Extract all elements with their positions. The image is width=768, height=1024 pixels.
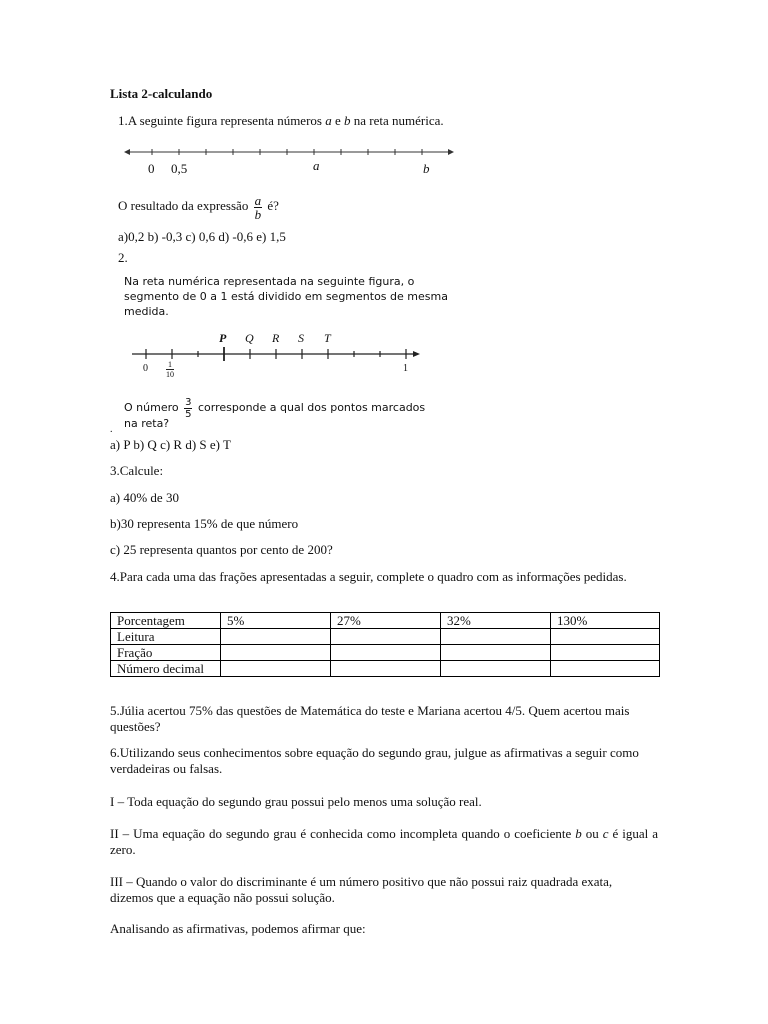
q2-fig-line-2: segmento de 0 a 1 está dividido em segmentos de mesma — [124, 290, 448, 303]
q2-dot: . — [110, 424, 113, 435]
q1-fraction — [254, 194, 263, 221]
q2-q-frac-den: 5 — [185, 408, 192, 420]
q6-prompt: 6.Utilizando seus conhecimentos sobre equação do segundo grau, julgue as afirmativas a seguir como verdadeiras ou falsas. — [110, 745, 639, 776]
table-cell — [221, 645, 331, 661]
q3-item-c: c) 25 representa quantos por cento de 200? — [110, 542, 333, 557]
q2-q-frac-num: 3 — [185, 396, 192, 408]
q2-number: 2. — [118, 250, 128, 265]
q3-prompt: 3.Calcule: — [110, 463, 164, 478]
q2-question-after: corresponde a qual dos pontos marcados — [197, 401, 426, 414]
q1-arrow-left — [124, 149, 130, 155]
table-cell: Leitura — [111, 629, 221, 645]
q1-prompt — [118, 113, 444, 129]
table-cell — [551, 629, 660, 645]
q6-ii-text-1: II – Uma equação do segundo grau é conhecida como incompleta quando o coeficiente — [110, 826, 576, 841]
q2-point-T: T — [324, 331, 331, 345]
q6-statement-iii: III – Quando o valor do discriminante é um número positivo que não possui raiz quadrada exata, dizemos que a equação não possui solução. — [110, 874, 613, 905]
q2-tick-frac-den: 10 — [166, 370, 174, 379]
q4-prompt: 4.Para cada uma das frações apresentadas a seguir, complete o quadro com as informações pedidas. — [110, 569, 627, 584]
q2-point-S: S — [298, 331, 304, 345]
table-cell: Número decimal — [111, 661, 221, 677]
table-cell: 130% — [551, 613, 660, 629]
table-cell — [441, 645, 551, 661]
q6-ii-var-b: b — [575, 826, 582, 841]
table-row — [111, 629, 660, 645]
table-cell — [221, 629, 331, 645]
q4-table — [110, 612, 660, 677]
q1-expr-before: O resultado da expressão — [118, 198, 249, 213]
q1-var-a: a — [325, 113, 332, 128]
table-cell: 32% — [441, 613, 551, 629]
q1-expression — [118, 189, 279, 223]
table-cell — [331, 661, 441, 677]
table-cell: 27% — [331, 613, 441, 629]
table-cell — [331, 645, 441, 661]
q6-conclusion: Analisando as afirmativas, podemos afirmar que: — [110, 921, 366, 936]
q2-point-P: P — [219, 331, 227, 345]
q6-ii-var-c: c — [602, 826, 609, 841]
q6-ii-text-3: é igual a zero. — [110, 826, 658, 857]
table-row — [111, 613, 660, 629]
q2-question — [124, 393, 425, 423]
page-title: Lista 2-calculando — [110, 86, 213, 101]
q1-options: a)0,2 b) -0,3 c) 0,6 d) -0,6 e) 1,5 — [118, 229, 286, 244]
q1-label-a: a — [313, 158, 320, 173]
table-cell — [331, 629, 441, 645]
q1-label-zero: 0 — [148, 161, 155, 176]
q2-tick-zero: 0 — [143, 363, 148, 374]
table-cell: Porcentagem — [111, 613, 221, 629]
q2-point-R: R — [272, 331, 280, 345]
q3-item-b: b)30 representa 15% de que número — [110, 516, 299, 531]
table-cell — [441, 661, 551, 677]
q1-var-b: b — [344, 113, 351, 128]
q2-fig-line-3: medida. — [124, 305, 169, 318]
q2-options: a) P b) Q c) R d) S e) T — [110, 437, 231, 452]
q6-ii-text-2: ou — [581, 826, 603, 841]
q6-statement-i: I – Toda equação do segundo grau possui pelo menos uma solução real. — [110, 794, 482, 809]
q2-point-Q: Q — [245, 331, 254, 345]
q1-frac-den: b — [254, 206, 262, 222]
q1-number-line — [120, 142, 460, 162]
q1-frac-num: a — [254, 192, 262, 208]
table-cell — [441, 629, 551, 645]
table-row — [111, 645, 660, 661]
q3-item-a: a) 40% de 30 — [110, 490, 179, 505]
table-cell — [221, 661, 331, 677]
q2-question-before: O número — [124, 401, 179, 414]
table-cell — [551, 661, 660, 677]
q6-statement-ii — [110, 826, 658, 858]
q1-label-half: 0,5 — [171, 161, 188, 176]
q2-question-fraction — [184, 397, 192, 420]
q1-arrow-right — [448, 149, 454, 155]
table-row — [111, 661, 660, 677]
table-cell: 5% — [221, 613, 331, 629]
table-cell: Fração — [111, 645, 221, 661]
q1-prompt-text-3: na reta numérica. — [350, 113, 444, 128]
q1-label-b: b — [423, 161, 430, 176]
q2-question-line-2: na reta? — [124, 417, 170, 430]
q2-tick-one: 1 — [403, 363, 408, 374]
q1-prompt-text-2: e — [331, 113, 344, 128]
table-cell — [551, 645, 660, 661]
q5-prompt: 5.Júlia acertou 75% das questões de Matemática do teste e Mariana acertou 4/5. Quem acertou mais questões? — [110, 703, 630, 734]
q1-expr-after: é? — [267, 198, 279, 213]
q2-arrow-right — [413, 351, 420, 357]
q2-fig-line-1: Na reta numérica representada na seguinte figura, o — [124, 275, 415, 288]
q2-tick-frac-num: 1 — [168, 360, 172, 369]
q1-prompt-text-1: 1.A seguinte figura representa números — [118, 113, 326, 128]
q2-tick-fraction — [166, 360, 174, 379]
